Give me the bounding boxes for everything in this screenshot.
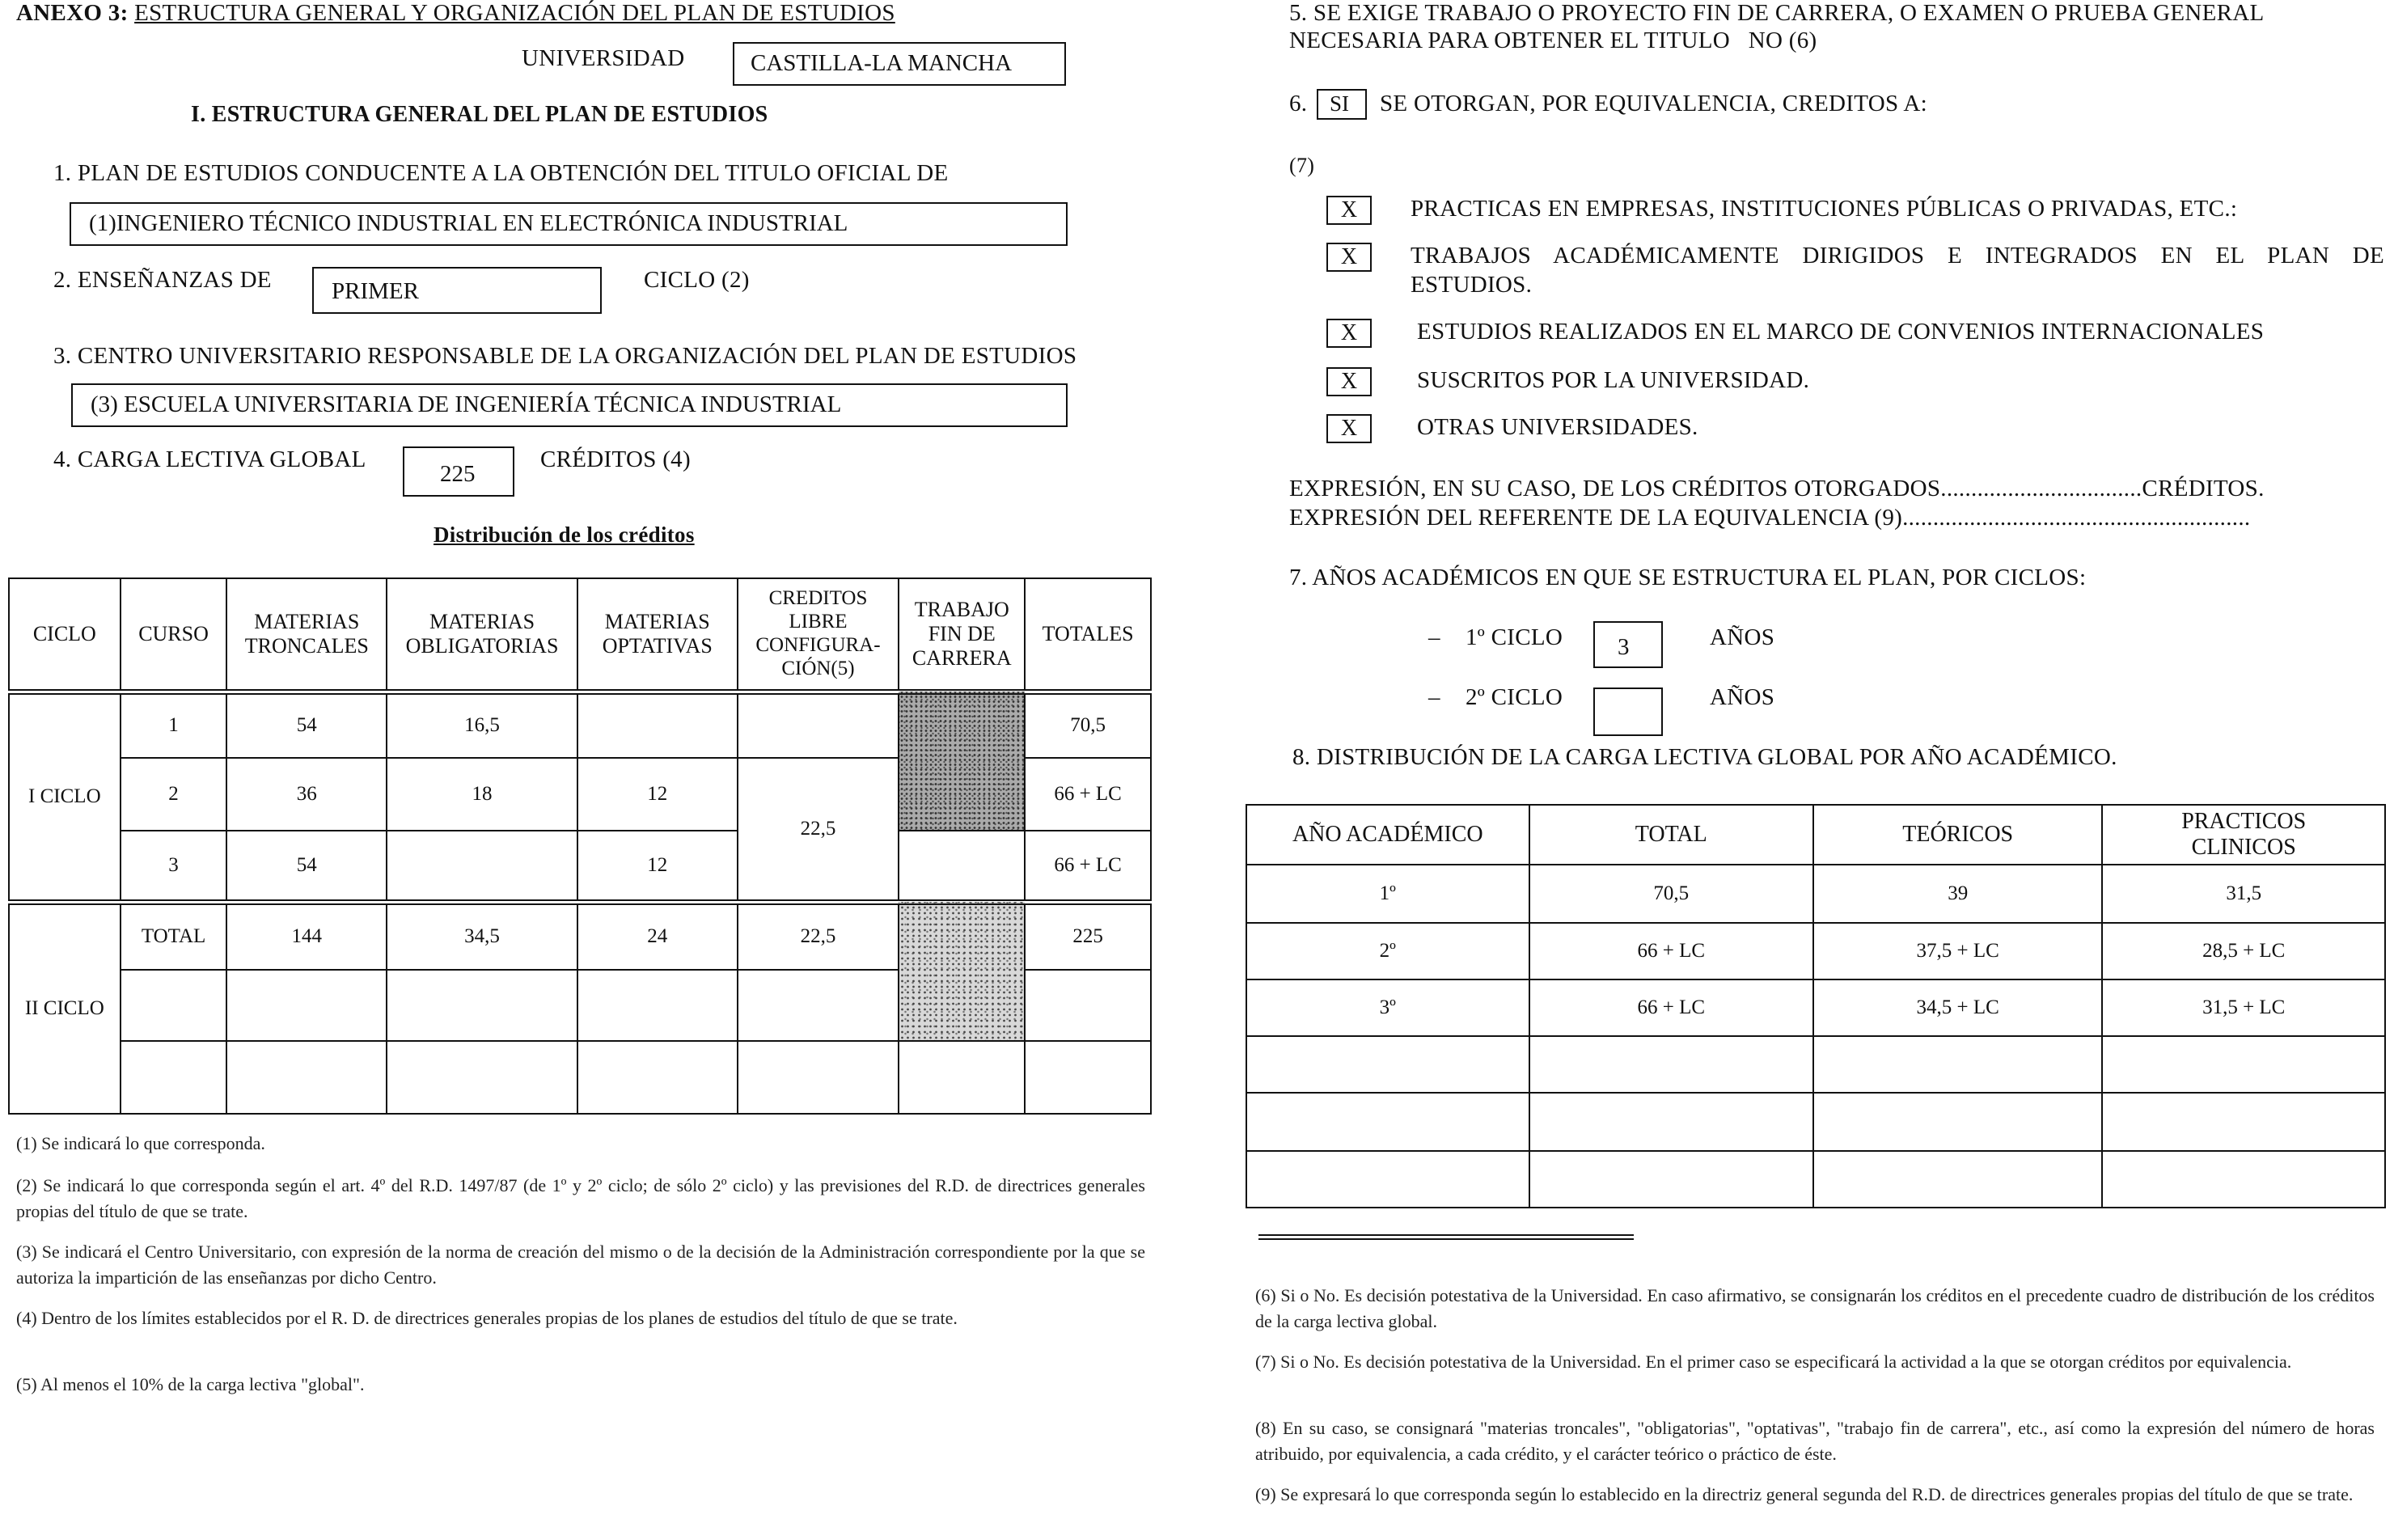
- th-trabajo: TRABAJO FIN DE CARRERA: [899, 578, 1025, 692]
- carga-por-ano-table: [1246, 804, 2386, 1208]
- item6-value: SI: [1330, 91, 1350, 116]
- equiv-convenios: ESTUDIOS REALIZADOS EN EL MARCO DE CONVENIOS INTERNACIONALES: [1417, 319, 2265, 345]
- annex-title: ESTRUCTURA GENERAL Y ORGANIZACIÓN DEL PLAN DE ESTUDIOS: [134, 0, 895, 26]
- ciclo2-label: 2º CICLO: [1466, 684, 1563, 710]
- equiv-trabajos-2: ESTUDIOS.: [1411, 272, 1533, 298]
- checkbox-convenios[interactable]: X: [1326, 319, 1372, 348]
- cell-obligatorias: 18: [387, 758, 577, 831]
- carga-value: 225: [440, 461, 476, 487]
- table-row: [1246, 923, 2385, 979]
- item5-answer: NO (6): [1748, 28, 1817, 53]
- table-row-total: [9, 902, 1151, 970]
- cell-obligatorias: 34,5: [387, 902, 577, 970]
- shaded-cell: [899, 902, 1025, 1041]
- checkbox-practicas[interactable]: X: [1326, 196, 1372, 225]
- th-troncales: MATERIAS TRONCALES: [226, 578, 387, 692]
- shaded-cell: [899, 692, 1025, 831]
- section-title: I. ESTRUCTURA GENERAL DEL PLAN DE ESTUDIOS: [191, 102, 768, 127]
- cell-curso: 2: [121, 758, 227, 831]
- ensenanzas-value: PRIMER: [332, 278, 419, 304]
- item1-label: 1. PLAN DE ESTUDIOS CONDUCENTE A LA OBTENCIÓN DEL TITULO OFICIAL DE: [53, 160, 949, 186]
- anos-label-1: AÑOS: [1710, 624, 1775, 650]
- note-5: (5) Al menos el 10% de la carga lectiva "global".: [16, 1374, 365, 1394]
- item2-label: 2. ENSEÑANZAS DE: [53, 267, 272, 293]
- universidad-field: [733, 42, 1066, 86]
- cell-trabajo: [899, 831, 1025, 902]
- note7-marker: (7): [1289, 154, 1315, 177]
- note-4: (4) Dentro de los límites establecidos por el R. D. de directrices generales propias de los planes de estudios del título de que se trate.: [16, 1308, 958, 1328]
- ciclo1-cell: I CICLO: [9, 692, 121, 902]
- note-7: (7) Si o No. Es decisión potestativa de la Universidad. En el primer caso se especificará la actividad a la que se otorgan créditos por equivalencia.: [1255, 1352, 2292, 1372]
- cell-optativas: 24: [577, 902, 738, 970]
- note-1: (1) Se indicará lo que corresponda.: [16, 1133, 265, 1153]
- checkbox-trabajos[interactable]: X: [1326, 243, 1372, 272]
- th-curso: CURSO: [121, 578, 227, 692]
- ciclo2-cell: II CICLO: [9, 902, 121, 1114]
- table1-header-row: [9, 578, 1151, 692]
- checkbox-suscritos[interactable]: X: [1326, 367, 1372, 396]
- cell-libre: [738, 692, 899, 758]
- centro-field: [71, 383, 1068, 427]
- item4-label: 4. CARGA LECTIVA GLOBAL: [53, 446, 366, 472]
- cell-total: 66 + LC: [1529, 923, 1813, 979]
- cell-curso: TOTAL: [121, 902, 227, 970]
- cell-libre: 22,5: [738, 902, 899, 970]
- cell-optativas: 12: [577, 758, 738, 831]
- expresion-creditos: EXPRESIÓN, EN SU CASO, DE LOS CRÉDITOS OTORGADOS.................................CRÉDITOS.: [1289, 476, 2265, 501]
- th-ciclo: CICLO: [9, 578, 121, 692]
- cell-totales: 66 + LC: [1025, 758, 1151, 831]
- note-8: (8) En su caso, se consignará "materias troncales", "obligatorias", "optativas", "trabajo fin de carrera", etc., así como la expresión del número de horas atribuido, por equivalencia, a cada crédito, y el carácter teórico o práctico de éste.: [1255, 1418, 2375, 1464]
- cell-ano: 1º: [1246, 865, 1529, 923]
- creditos-table: [8, 578, 1152, 1115]
- cell-ano: 3º: [1246, 979, 1529, 1036]
- table-row: [1246, 1036, 2385, 1093]
- cell-optativas: 12: [577, 831, 738, 902]
- item5-line1: 5. SE EXIGE TRABAJO O PROYECTO FIN DE CARRERA, O EXAMEN O PRUEBA GENERAL: [1289, 0, 2265, 26]
- item5-text: NECESARIA PARA OBTENER EL TITULO: [1289, 28, 1731, 53]
- table-row: [1246, 865, 2385, 923]
- cell-optativas: [577, 692, 738, 758]
- cell-practicos: 28,5 + LC: [2102, 923, 2385, 979]
- universidad-label: UNIVERSIDAD: [522, 45, 685, 71]
- table-row: [9, 692, 1151, 758]
- footnote-separator: [1258, 1234, 1634, 1240]
- cell-totales: 225: [1025, 902, 1151, 970]
- note-6: (6) Si o No. Es decisión potestativa de la Universidad. En caso afirmativo, se consignarán los créditos en el precedente cuadro de distribución de los créditos de la carga lectiva global.: [1255, 1285, 2375, 1331]
- th-optativas: MATERIAS OPTATIVAS: [577, 578, 738, 692]
- cell-libre-merged: 22,5: [738, 758, 899, 902]
- cell-curso: 1: [121, 692, 227, 758]
- cell-troncales: 54: [226, 831, 387, 902]
- ensenanzas-field: [312, 267, 602, 314]
- expresion-referente: EXPRESIÓN DEL REFERENTE DE LA EQUIVALENCIA (9).........................................................: [1289, 505, 2251, 531]
- cell-troncales: 36: [226, 758, 387, 831]
- cell-obligatorias: 16,5: [387, 692, 577, 758]
- annex-heading: [16, 0, 895, 27]
- note-2: (2) Se indicará lo que corresponda según el art. 4º del R.D. 1497/87 (de 1º y 2º ciclo; de sólo 2º ciclo) y las previsiones del R.D. de directrices generales propias del título de que se trate.: [16, 1175, 1145, 1221]
- cell-practicos: 31,5: [2102, 865, 2385, 923]
- cell-ano: 2º: [1246, 923, 1529, 979]
- equiv-trabajos: TRABAJOS ACADÉMICAMENTE DIRIGIDOS E INTEGRADOS EN EL PLAN DE: [1411, 243, 2384, 269]
- th-practicos: PRACTICOS CLINICOS: [2102, 805, 2385, 865]
- item6-prefix: 6.: [1289, 91, 1308, 116]
- th-totales: TOTALES: [1025, 578, 1151, 692]
- checkbox-otras[interactable]: X: [1326, 414, 1372, 443]
- cell-teoricos: 39: [1813, 865, 2102, 923]
- cell-curso: 3: [121, 831, 227, 902]
- table-row: [1246, 1093, 2385, 1151]
- equiv-otras: OTRAS UNIVERSIDADES.: [1417, 414, 1698, 440]
- centro-value: (3) ESCUELA UNIVERSITARIA DE INGENIERÍA TÉCNICA INDUSTRIAL: [91, 391, 842, 417]
- cell-troncales: 144: [226, 902, 387, 970]
- distribucion-title: Distribución de los créditos: [434, 522, 695, 547]
- th-obligatorias: MATERIAS OBLIGATORIAS: [387, 578, 577, 692]
- equiv-practicas: PRACTICAS EN EMPRESAS, INSTITUCIONES PÚBLICAS O PRIVADAS, ETC.:: [1411, 196, 2238, 222]
- titulo-field: [70, 202, 1068, 246]
- item5-line2: [1289, 28, 1817, 54]
- dash-2: –: [1428, 684, 1440, 710]
- item6-field: [1317, 89, 1367, 120]
- titulo-value: (1)INGENIERO TÉCNICO INDUSTRIAL EN ELECTRÓNICA INDUSTRIAL: [89, 210, 848, 236]
- item7-label: 7. AÑOS ACADÉMICOS EN QUE SE ESTRUCTURA EL PLAN, POR CICLOS:: [1289, 565, 2087, 590]
- th-teoricos: TEÓRICOS: [1813, 805, 2102, 865]
- universidad-value: CASTILLA-LA MANCHA: [751, 50, 1013, 76]
- table-row: [1246, 979, 2385, 1036]
- th-ano: AÑO ACADÉMICO: [1246, 805, 1529, 865]
- note-9: (9) Se expresará lo que corresponda según lo establecido en la directriz general segunda del R.D. de directrices generales propias del título de que se trate.: [1255, 1484, 2354, 1504]
- cell-totales: 70,5: [1025, 692, 1151, 758]
- ciclo2-anos-field: [1593, 688, 1663, 736]
- ciclo1-label: 1º CICLO: [1466, 624, 1563, 650]
- dash-1: –: [1428, 624, 1440, 650]
- th-total: TOTAL: [1529, 805, 1813, 865]
- item4-suffix: CRÉDITOS (4): [540, 446, 691, 472]
- cell-practicos: 31,5 + LC: [2102, 979, 2385, 1036]
- cell-totales: 66 + LC: [1025, 831, 1151, 902]
- table-row: [1246, 1151, 2385, 1208]
- note-3: (3) Se indicará el Centro Universitario, con expresión de la norma de creación del mismo o de la decisión de la Administración correspondiente por la que se autoriza la impartición de las enseñanzas por dicho Centro.: [16, 1242, 1145, 1288]
- cell-teoricos: 34,5 + LC: [1813, 979, 2102, 1036]
- ciclo1-anos-value: 3: [1618, 634, 1630, 660]
- item3-label: 3. CENTRO UNIVERSITARIO RESPONSABLE DE LA ORGANIZACIÓN DEL PLAN DE ESTUDIOS: [53, 343, 1077, 369]
- carga-field: [403, 446, 514, 497]
- table2-header-row: [1246, 805, 2385, 865]
- equiv-suscritos: SUSCRITOS POR LA UNIVERSIDAD.: [1417, 367, 1810, 393]
- th-libre: CREDITOS LIBRE CONFIGURA- CIÓN(5): [738, 578, 899, 692]
- cell-obligatorias: [387, 831, 577, 902]
- item2-suffix: CICLO (2): [644, 267, 750, 293]
- annex-label: ANEXO 3:: [16, 0, 129, 26]
- cell-total: 70,5: [1529, 865, 1813, 923]
- cell-teoricos: 37,5 + LC: [1813, 923, 2102, 979]
- anos-label-2: AÑOS: [1710, 684, 1775, 710]
- cell-troncales: 54: [226, 692, 387, 758]
- table-row: [9, 1041, 1151, 1114]
- ciclo1-anos-field: [1593, 621, 1663, 668]
- item8-label: 8. DISTRIBUCIÓN DE LA CARGA LECTIVA GLOBAL POR AÑO ACADÉMICO.: [1292, 744, 2117, 770]
- table-row: [9, 831, 1151, 902]
- item6-label: SE OTORGAN, POR EQUIVALENCIA, CREDITOS A:: [1380, 91, 1927, 116]
- cell-total: 66 + LC: [1529, 979, 1813, 1036]
